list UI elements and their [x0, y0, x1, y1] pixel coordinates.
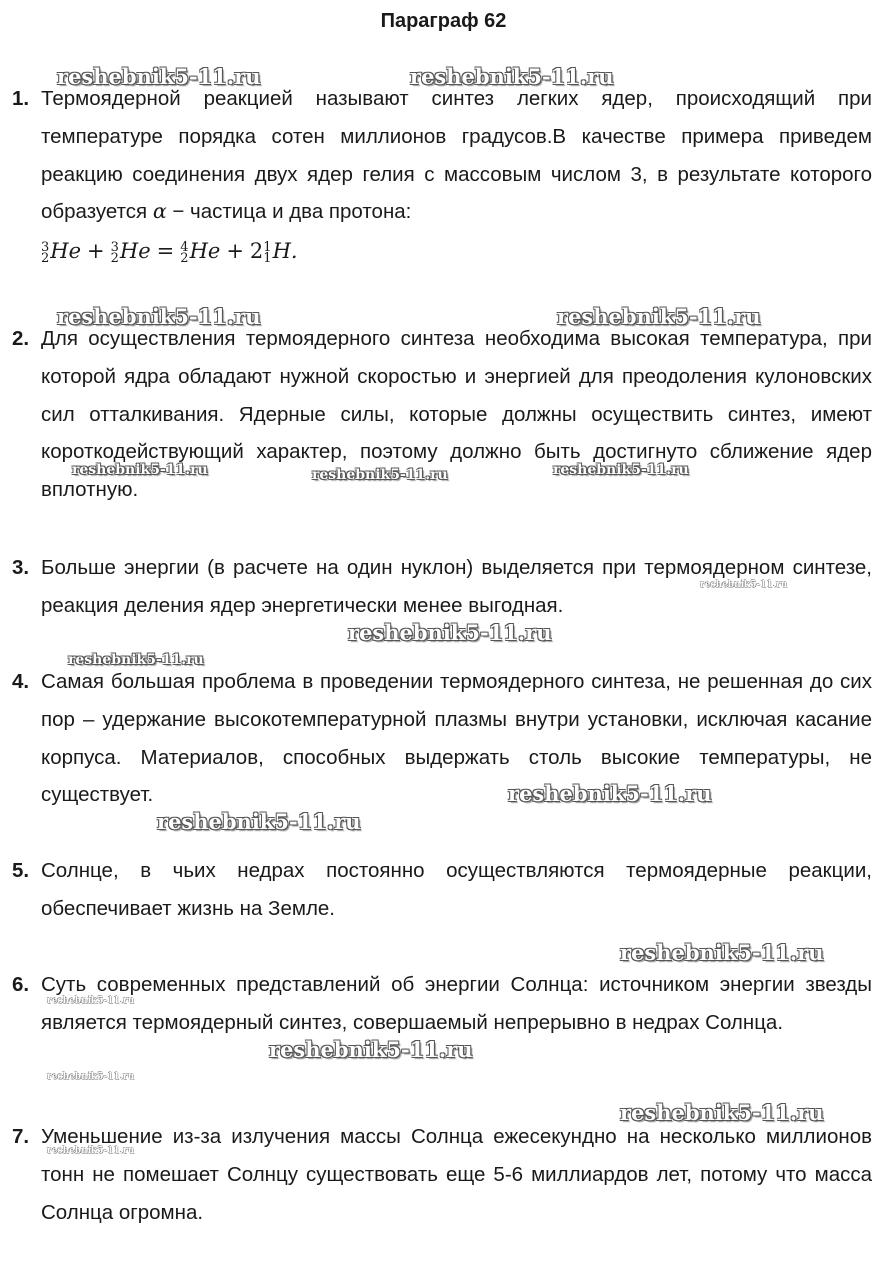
list-item-5 — [12, 852, 872, 928]
watermark: reshebnik5-11.ru — [620, 940, 824, 965]
reaction-formula: 3 2 He + 3 2 He = 4 2 He + 2 1 1 H. — [41, 239, 298, 266]
item-number: 5. — [12, 859, 30, 882]
item-number: 7. — [12, 1125, 30, 1148]
item-number: 6. — [12, 973, 30, 996]
item-number: 2. — [12, 327, 30, 350]
item-text: Суть современных представлений об энергии Солнца: источником энергии звезды является термоядерный синтез, совершаемый непрерывно в недрах Солнца. — [41, 973, 872, 1034]
he3-nuclide-2: 3 2 — [110, 239, 119, 266]
watermark: reshebnik5-11.ru — [700, 580, 788, 590]
watermark: reshebnik5-11.ru — [410, 64, 614, 89]
list-item-3 — [12, 549, 872, 625]
item-text: Уменьшение из-за излучения массы Солнца ежесекундно на несколько миллионов тонн не помешает Солнцу существовать еще 5-6 миллиардов лет, потому что масса Солнца огромна. — [41, 1125, 872, 1224]
watermark: reshebnik5-11.ru — [557, 304, 761, 329]
watermark: reshebnik5-11.ru — [348, 620, 552, 645]
item-number: 4. — [12, 670, 30, 693]
watermark: reshebnik5-11.ru — [47, 996, 135, 1006]
list-item-2 — [12, 320, 872, 509]
item-text: Больше энергии (в расчете на один нуклон) выделяется при термоядерном синтезе, реакция деления ядер энергетически менее выгодная. — [41, 556, 872, 617]
watermark: reshebnik5-11.ru — [57, 64, 261, 89]
h-nuclide: 1 1 — [263, 239, 272, 266]
item-text: Термоядерной реакцией называют синтез легких ядер, происходящий при температуре порядка сотен миллионов градусов.В качестве примера приведем реакцию соединения двух ядер гелия с массовым числом 3, в результате которого образуется α − частица и два протона: — [41, 87, 872, 224]
list-item-7 — [12, 1118, 872, 1231]
watermark: reshebnik5-11.ru — [553, 462, 689, 478]
watermark: reshebnik5-11.ru — [72, 462, 208, 478]
page-title: Параграф 62 — [380, 10, 507, 32]
he3-nuclide: 3 2 — [41, 239, 50, 266]
watermark: reshebnik5-11.ru — [312, 467, 448, 483]
list-item-4 — [12, 663, 872, 814]
watermark: reshebnik5-11.ru — [47, 1146, 135, 1156]
watermark: reshebnik5-11.ru — [508, 781, 712, 806]
watermark: reshebnik5-11.ru — [157, 809, 361, 834]
watermark: reshebnik5-11.ru — [68, 652, 204, 668]
item-text: Для осуществления термоядерного синтеза необходима высокая температура, при которой ядра обладают нужной скоростью и энергией для преодоления кулоновских сил отталкивания. Ядерные силы, которые должны осуществить синтез, имеют короткодействующий характер, поэтому должно быть достигнуто сближение ядер вплотную. — [41, 327, 872, 502]
item-number: 1. — [12, 87, 30, 110]
item-text: Самая большая проблема в проведении термоядерного синтеза, не решенная до сих пор – удержание высокотемпературной плазмы внутри установки, исключая касание корпуса. Материалов, способных выдержать столь высокие температуры, не существует. — [41, 670, 872, 807]
watermark: reshebnik5-11.ru — [57, 304, 261, 329]
watermark: reshebnik5-11.ru — [269, 1037, 473, 1062]
watermark: reshebnik5-11.ru — [620, 1100, 824, 1125]
alpha-symbol: α — [152, 199, 167, 224]
list-item-1 — [12, 80, 872, 271]
he4-nuclide: 4 2 — [180, 239, 189, 266]
list-item-6 — [12, 966, 872, 1042]
item-number: 3. — [12, 556, 30, 579]
item-text: Солнце, в чьих недрах постоянно осуществляются термоядерные реакции, обеспечивает жизнь на Земле. — [41, 859, 872, 920]
watermark: reshebnik5-11.ru — [47, 1072, 135, 1082]
